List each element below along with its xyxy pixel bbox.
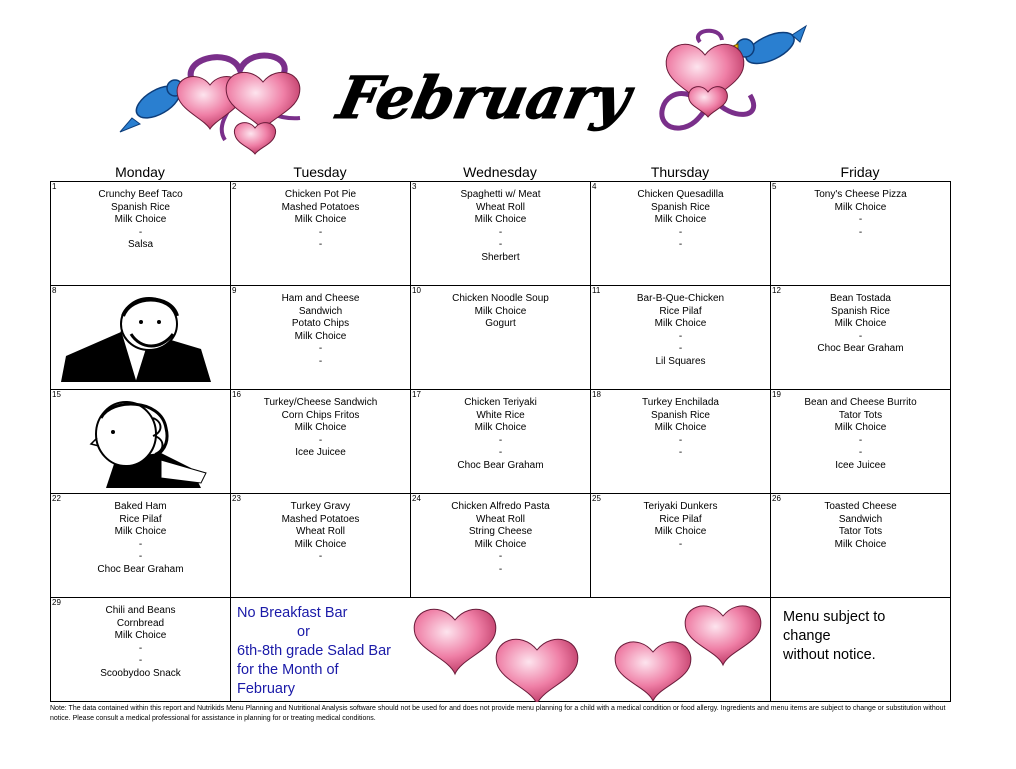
menu-item: Tator Tots — [838, 526, 883, 537]
menu-item: String Cheese — [468, 526, 533, 537]
washington-portrait-icon — [61, 398, 211, 488]
menu-items — [231, 189, 410, 252]
menu-item: Turkey Enchilada — [642, 397, 719, 408]
menu-item: Choc Bear Graham — [457, 459, 544, 471]
menu-items — [591, 397, 770, 460]
menu-item: - — [138, 655, 143, 666]
menu-item: Teriyaki Dunkers — [643, 501, 718, 512]
menu-subject-cell — [771, 598, 951, 702]
menu-items — [411, 501, 590, 576]
menu-subject-notice — [783, 608, 885, 665]
menu-item: - — [318, 239, 323, 250]
menu-item: - — [498, 239, 503, 250]
menu-item: Sherbert — [481, 251, 520, 263]
day-number: 16 — [232, 390, 241, 399]
day-cell-3 — [411, 182, 591, 286]
menu-item: Chili and Beans — [105, 605, 176, 616]
menu-item: Bar-B-Que-Chicken — [636, 293, 725, 304]
menu-item: - — [318, 434, 323, 446]
day-header-thursday: Thursday — [650, 164, 710, 180]
day-number: 18 — [592, 390, 601, 399]
day-cell-18 — [591, 390, 771, 494]
menu-item: Salsa — [127, 239, 153, 250]
menu-item: Turkey/Cheese Sandwich — [263, 397, 378, 408]
menu-item: - — [678, 343, 683, 354]
menu-items — [231, 397, 410, 460]
menu-item: Spanish Rice — [651, 409, 710, 421]
day-number: 3 — [412, 182, 417, 191]
day-number: 5 — [772, 182, 777, 191]
menu-items — [231, 501, 410, 564]
menu-item: Milk Choice — [474, 305, 527, 317]
banner-art — [0, 0, 1016, 160]
day-cell-11 — [591, 286, 771, 390]
menu-item: Spanish Rice — [111, 201, 170, 213]
menu-item: Bean Tostada — [830, 293, 891, 304]
menu-item: - — [318, 226, 323, 238]
menu-item: Milk Choice — [834, 538, 887, 550]
heart-icon — [615, 642, 691, 701]
menu-items — [591, 501, 770, 551]
menu-item: Wheat Roll — [476, 513, 525, 525]
heart-icon — [414, 609, 496, 674]
menu-item: Choc Bear Graham — [817, 343, 904, 354]
day-number: 15 — [52, 390, 61, 399]
menu-item: Milk Choice — [834, 318, 887, 329]
subject-line: change — [783, 628, 831, 644]
menu-items — [771, 293, 950, 356]
day-cell-16 — [231, 390, 411, 494]
day-number: 26 — [772, 494, 781, 503]
menu-item: Ham and Cheese — [281, 293, 360, 304]
menu-item: Spaghetti w/ Meat — [460, 189, 541, 200]
menu-items — [231, 293, 410, 368]
month-title: February — [331, 63, 637, 132]
menu-item: White Rice — [476, 409, 525, 421]
notice-line: 6th-8th grade Salad Bar — [237, 643, 391, 659]
menu-items — [411, 293, 590, 331]
menu-item: Rice Pilaf — [659, 513, 702, 525]
subject-line: Menu subject to — [783, 609, 886, 625]
menu-item: - — [498, 434, 503, 446]
day-number: 2 — [232, 182, 237, 191]
menu-item: - — [318, 343, 323, 354]
day-cell-5 — [771, 182, 951, 286]
menu-item: - — [858, 214, 863, 225]
menu-item: - — [858, 330, 863, 342]
menu-item: Milk Choice — [114, 214, 167, 225]
menu-item: - — [858, 434, 863, 446]
day-number: 22 — [52, 494, 61, 503]
menu-items — [591, 189, 770, 252]
header-banner — [0, 0, 1016, 160]
menu-item: Icee Juicee — [295, 447, 346, 458]
menu-item: - — [318, 355, 323, 367]
day-number: 24 — [412, 494, 421, 503]
menu-item: Bean and Cheese Burrito — [804, 397, 917, 408]
day-cell-19 — [771, 390, 951, 494]
heart-icon — [685, 606, 761, 665]
day-number: 11 — [592, 286, 601, 295]
menu-item: Chicken Pot Pie — [284, 189, 357, 200]
menu-item: Milk Choice — [114, 526, 167, 537]
menu-items — [411, 397, 590, 472]
menu-item: - — [678, 226, 683, 238]
menu-item: - — [138, 551, 143, 562]
left-hearts-icon — [177, 72, 300, 154]
day-cell-1 — [51, 182, 231, 286]
menu-item: Tator Tots — [838, 409, 883, 421]
menu-item: - — [318, 551, 323, 562]
menu-item: Chicken Teriyaki — [464, 397, 537, 408]
day-cell-4 — [591, 182, 771, 286]
menu-item: Icee Juicee — [835, 459, 886, 471]
menu-item: Milk Choice — [654, 422, 707, 433]
day-cell-15 — [51, 390, 231, 494]
menu-item: Milk Choice — [294, 330, 347, 342]
day-number: 29 — [52, 598, 61, 607]
menu-item: Milk Choice — [474, 214, 527, 225]
menu-item: Crunchy Beef Taco — [98, 189, 183, 200]
day-cell-24 — [411, 494, 591, 598]
menu-item: Gogurt — [485, 318, 516, 329]
menu-item: Scoobydoo Snack — [100, 667, 181, 679]
day-cell-17 — [411, 390, 591, 494]
menu-items — [51, 605, 230, 680]
day-number: 19 — [772, 390, 781, 399]
day-header-wednesday: Wednesday — [463, 164, 537, 180]
menu-item: - — [678, 538, 683, 550]
menu-item: - — [138, 538, 143, 550]
menu-items — [771, 397, 950, 472]
day-cell-8 — [51, 286, 231, 390]
hearts-decoration — [410, 598, 770, 702]
menu-item: - — [498, 563, 503, 575]
subject-line: without notice. — [783, 647, 876, 663]
breakfast-notice — [237, 604, 391, 699]
menu-item: Spanish Rice — [831, 305, 890, 317]
day-number: 10 — [412, 286, 421, 295]
menu-item: - — [858, 447, 863, 458]
day-number: 12 — [772, 286, 781, 295]
lincoln-portrait-icon — [61, 294, 211, 382]
menu-item: Milk Choice — [834, 422, 887, 433]
menu-items — [591, 293, 770, 368]
menu-item: - — [498, 447, 503, 458]
menu-item: Milk Choice — [294, 214, 347, 225]
menu-item: Baked Ham — [114, 501, 167, 512]
menu-item: Milk Choice — [474, 422, 527, 433]
day-number: 23 — [232, 494, 241, 503]
menu-item: - — [138, 642, 143, 654]
menu-items — [771, 189, 950, 239]
day-number: 17 — [412, 390, 421, 399]
day-cell-10 — [411, 286, 591, 390]
menu-item: Milk Choice — [654, 526, 707, 537]
day-header-monday: Monday — [115, 164, 165, 180]
day-number: 4 — [592, 182, 597, 191]
menu-item: Tony's Cheese Pizza — [814, 189, 907, 200]
menu-item: Chicken Quesadilla — [637, 189, 724, 200]
disclaimer-note: Note: The data contained within this report and Nutrikids Menu Planning and Nutritional Analysis software should not be used for and does not provide menu planning for a child with a medical condition or food allergy. Ingredients and menu items are subject to change or substitution without notice. Please consult a medical professional for assistance in planning for or treating medical conditions. — [50, 705, 946, 722]
menu-item: - — [678, 330, 683, 342]
menu-item: Rice Pilaf — [659, 305, 702, 317]
menu-item: - — [498, 226, 503, 238]
notice-line: No Breakfast Bar — [237, 605, 348, 621]
menu-item: - — [678, 239, 683, 250]
menu-item: Choc Bear Graham — [97, 563, 184, 575]
notice-line: for the Month of — [237, 662, 339, 678]
heart-icon — [496, 639, 578, 702]
menu-item: Turkey Gravy — [290, 501, 351, 512]
day-cell-22 — [51, 494, 231, 598]
menu-items — [411, 189, 590, 264]
day-number: 1 — [52, 182, 57, 191]
day-cell-12 — [771, 286, 951, 390]
day-cell-29 — [51, 598, 231, 702]
day-header-friday: Friday — [840, 164, 880, 180]
menu-item: Chicken Alfredo Pasta — [451, 501, 550, 512]
menu-item: Cornbread — [116, 617, 165, 629]
menu-item: Milk Choice — [294, 538, 347, 550]
menu-item: Milk Choice — [654, 318, 707, 329]
menu-item: Chicken Noodle Soup — [452, 293, 549, 304]
menu-item: Milk Choice — [474, 538, 527, 550]
menu-item: Sandwich — [838, 513, 883, 525]
menu-item: Milk Choice — [834, 201, 887, 213]
menu-item: Spanish Rice — [651, 201, 710, 213]
menu-items — [51, 501, 230, 576]
menu-item: - — [678, 447, 683, 458]
weekday-header-row — [50, 163, 951, 181]
menu-items — [51, 189, 230, 252]
menu-item: - — [678, 434, 683, 446]
menu-item: Toasted Cheese — [824, 501, 897, 512]
menu-item: Wheat Roll — [296, 526, 345, 537]
day-cell-2 — [231, 182, 411, 286]
day-cell-25 — [591, 494, 771, 598]
menu-item: Lil Squares — [655, 355, 706, 367]
notice-line: February — [237, 681, 296, 697]
day-number: 8 — [52, 286, 57, 295]
menu-items — [771, 501, 950, 551]
menu-item: Wheat Roll — [476, 201, 525, 213]
day-cell-26 — [771, 494, 951, 598]
menu-item: - — [498, 551, 503, 562]
menu-item: Potato Chips — [291, 318, 350, 329]
menu-item: Sandwich — [298, 305, 343, 317]
menu-item: Rice Pilaf — [119, 513, 162, 525]
day-cell-9 — [231, 286, 411, 390]
menu-item: Milk Choice — [294, 422, 347, 433]
menu-item: Mashed Potatoes — [281, 201, 360, 213]
menu-item: Mashed Potatoes — [281, 513, 360, 525]
day-number: 25 — [592, 494, 601, 503]
right-hearts-icon — [666, 44, 744, 117]
notice-line: or — [297, 624, 310, 640]
day-header-tuesday: Tuesday — [293, 164, 347, 180]
menu-item: - — [858, 226, 863, 238]
menu-item: - — [138, 226, 143, 238]
day-number: 9 — [232, 286, 237, 295]
menu-item: Milk Choice — [654, 214, 707, 225]
menu-item: Milk Choice — [114, 630, 167, 641]
day-cell-23 — [231, 494, 411, 598]
menu-item: Corn Chips Fritos — [281, 409, 360, 421]
